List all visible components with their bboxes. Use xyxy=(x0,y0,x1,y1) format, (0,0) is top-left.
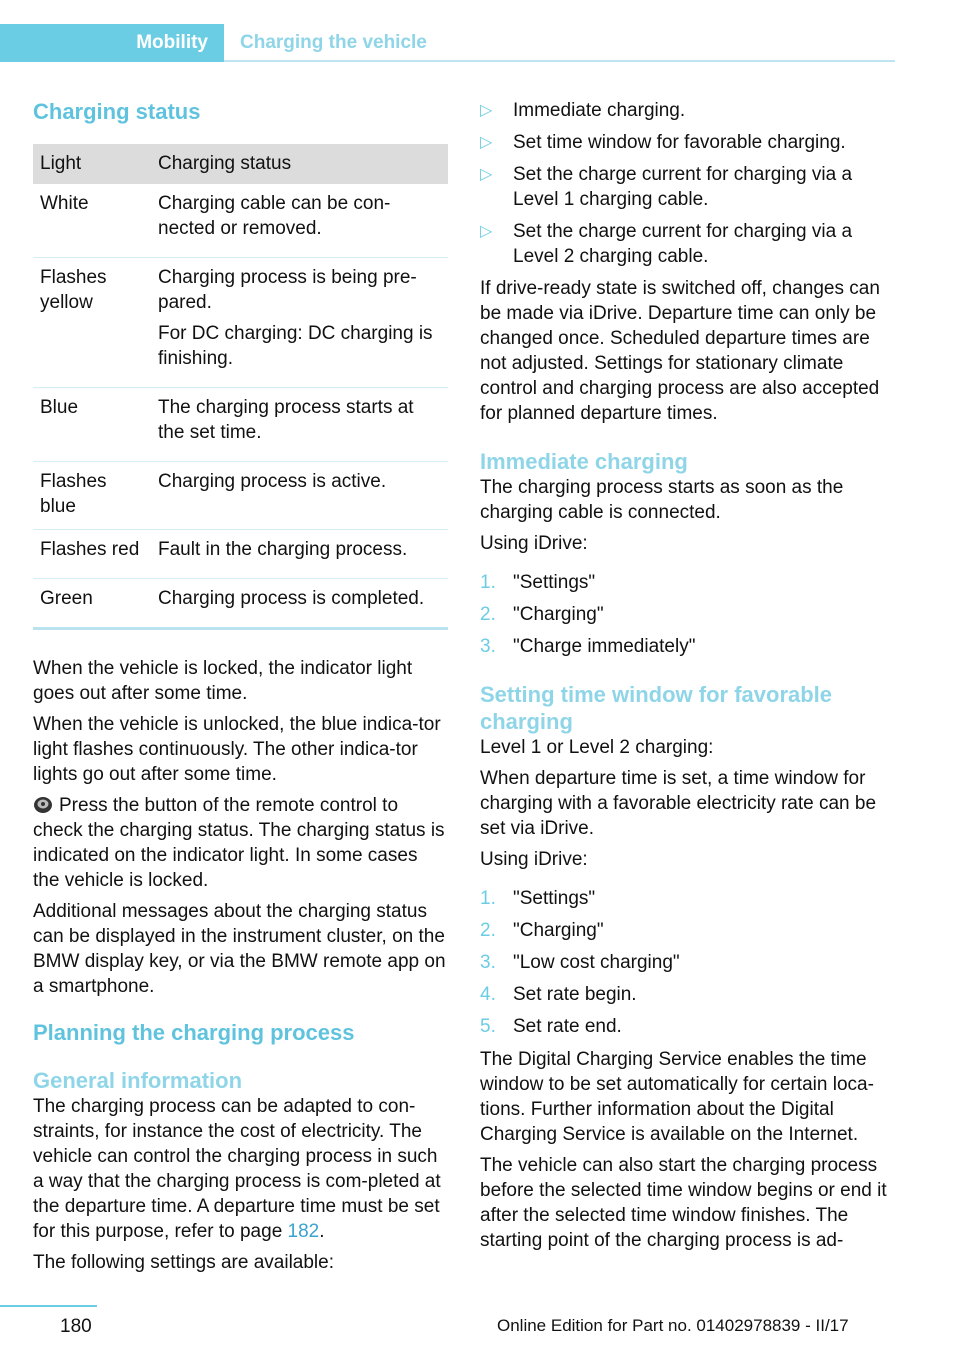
column-header-status: Charging status xyxy=(151,144,448,184)
list-item-text: Set time window for favorable charging. xyxy=(513,132,846,153)
settings-list xyxy=(480,98,900,269)
immediate-steps-list xyxy=(480,570,900,659)
page-number: 180 xyxy=(60,1316,92,1337)
left-column xyxy=(33,98,448,1281)
general-information-heading: General information xyxy=(33,1068,243,1093)
table-row xyxy=(33,579,448,629)
triangle-right-icon: ▷ xyxy=(480,102,493,119)
column-header-light: Light xyxy=(33,144,151,184)
list-item xyxy=(480,219,900,269)
light-cell: Flashes yellow xyxy=(33,258,151,388)
status-text: For DC charging: DC charging is finishing. xyxy=(158,323,433,369)
list-item-text: Set the charge current for charging via a Level 2 charging cable. xyxy=(513,221,853,267)
list-item xyxy=(480,634,900,659)
drive-ready-paragraph: If drive-ready state is switched off, changes can be made via iDrive. Departure time can only be changed once. Scheduled departure times are not adjusted. Settings for stationary climate control and charging process are also accepted for planned departure times. xyxy=(480,278,880,424)
step-number: 1. xyxy=(480,888,496,909)
level-paragraph: Level 1 or Level 2 charging: xyxy=(480,737,714,758)
light-cell: Flashes blue xyxy=(33,462,151,530)
page-reference-link[interactable]: 182 xyxy=(287,1221,320,1242)
planning-heading: Planning the charging process xyxy=(33,1020,355,1045)
list-item xyxy=(480,98,900,123)
triangle-right-icon: ▷ xyxy=(480,166,493,183)
using-idrive-label: Using iDrive: xyxy=(480,849,588,870)
step-text: Set rate end. xyxy=(513,1016,622,1037)
table-row xyxy=(33,462,448,530)
page-header xyxy=(0,24,895,62)
list-item-text: Set the charge current for charging via a Level 1 charging cable. xyxy=(513,164,853,210)
locked-paragraph: When the vehicle is locked, the indicator light goes out after some time. xyxy=(33,658,413,704)
available-paragraph: The following settings are available: xyxy=(33,1252,335,1273)
right-column xyxy=(480,98,900,1259)
step-text: "Charge immediately" xyxy=(513,636,696,657)
header-rule xyxy=(224,60,895,62)
step-number: 3. xyxy=(480,952,496,973)
time-window-heading xyxy=(480,681,900,735)
step-number: 4. xyxy=(480,984,496,1005)
step-text: "Settings" xyxy=(513,572,596,593)
status-cell xyxy=(151,579,448,629)
unlocked-paragraph: When the vehicle is unlocked, the blue indica-tor light flashes continuously. The other indica-tor lights go out after some time. xyxy=(33,714,441,785)
immediate-charging-heading: Immediate charging xyxy=(480,449,688,474)
list-item xyxy=(480,570,900,595)
list-item xyxy=(480,130,900,155)
status-cell xyxy=(151,530,448,579)
status-cell xyxy=(151,184,448,258)
status-text: The charging process starts at the set time. xyxy=(158,397,414,443)
list-item xyxy=(480,918,900,943)
general-paragraph: The charging process can be adapted to con-straints, for instance the cost of electricity. The vehicle can control the charging process in such a way that the charging process is com-pleted at the departure time. A departure time must be set for this purpose, refer to page 182. xyxy=(33,1096,441,1242)
time-window-heading-line2: charging xyxy=(480,709,573,734)
remote-control-button-icon xyxy=(33,796,53,814)
light-cell: Green xyxy=(33,579,151,629)
triangle-right-icon: ▷ xyxy=(480,134,493,151)
chapter-tab: Mobility xyxy=(0,24,224,62)
list-item xyxy=(480,982,900,1007)
list-item-text: Immediate charging. xyxy=(513,100,686,121)
list-item xyxy=(480,1014,900,1039)
step-number: 3. xyxy=(480,636,496,657)
edition-note: Online Edition for Part no. 01402978839 - II/17 xyxy=(497,1316,849,1335)
start-paragraph: The vehicle can also start the charging process before the selected time window begins or end it after the selected time window finishes. The starting point of the charging process is ad- xyxy=(480,1155,887,1251)
list-item xyxy=(480,950,900,975)
light-cell: Blue xyxy=(33,388,151,462)
charging-status-heading: Charging status xyxy=(33,99,201,124)
using-idrive-label: Using iDrive: xyxy=(480,533,588,554)
general-text: The charging process can be adapted to con-straints, for instance the cost of electricity. The vehicle can control the charging process in such a way that the charging process is com-pleted at the departure time. A departure time must be set for this purpose, refer to page xyxy=(33,1096,441,1242)
time-window-heading-line1: Setting time window for favorable xyxy=(480,682,833,707)
remote-text: Press the button of the remote control to check the charging status. The charging status is indicated on the indicator light. In some cases the vehicle is locked. xyxy=(33,795,445,891)
charging-status-table xyxy=(33,144,448,630)
digital-service-paragraph: The Digital Charging Service enables the time window to be set automatically for certain loca-tions. Further information about the Digital Charging Service is available on the Internet. xyxy=(480,1049,874,1145)
status-cell xyxy=(151,462,448,530)
list-item xyxy=(480,602,900,627)
table-header-row xyxy=(33,144,448,184)
step-text: "Settings" xyxy=(513,888,596,909)
table-row xyxy=(33,388,448,462)
status-cell xyxy=(151,258,448,388)
footer-rule xyxy=(0,1305,97,1307)
table-row xyxy=(33,530,448,579)
immediate-paragraph: The charging process starts as soon as the charging cable is connected. xyxy=(480,477,844,523)
step-text: "Charging" xyxy=(513,920,604,941)
status-cell xyxy=(151,388,448,462)
status-text: Charging cable can be con-nected or removed. xyxy=(158,193,391,239)
messages-paragraph: Additional messages about the charging status can be displayed in the instrument cluster, on the BMW display key, or via the BMW remote app on a smartphone. xyxy=(33,901,446,997)
step-text: "Low cost charging" xyxy=(513,952,680,973)
step-number: 2. xyxy=(480,920,496,941)
window-steps-list xyxy=(480,886,900,1039)
triangle-right-icon: ▷ xyxy=(480,223,493,240)
status-text: Charging process is being pre-pared. xyxy=(158,267,417,313)
table-row xyxy=(33,258,448,388)
step-text: "Charging" xyxy=(513,604,604,625)
list-item xyxy=(480,886,900,911)
remote-paragraph xyxy=(33,793,448,893)
departure-paragraph: When departure time is set, a time window for charging with a favorable electricity rate can be set via iDrive. xyxy=(480,768,877,839)
step-text: Set rate begin. xyxy=(513,984,637,1005)
table-row xyxy=(33,184,448,258)
light-cell: Flashes red xyxy=(33,530,151,579)
status-text: Fault in the charging process. xyxy=(158,539,408,560)
light-cell: White xyxy=(33,184,151,258)
step-number: 1. xyxy=(480,572,496,593)
section-title: Charging the vehicle xyxy=(240,32,427,53)
list-item xyxy=(480,162,900,212)
step-number: 2. xyxy=(480,604,496,625)
status-text: Charging process is completed. xyxy=(158,588,425,609)
status-text: Charging process is active. xyxy=(158,471,387,492)
step-number: 5. xyxy=(480,1016,496,1037)
